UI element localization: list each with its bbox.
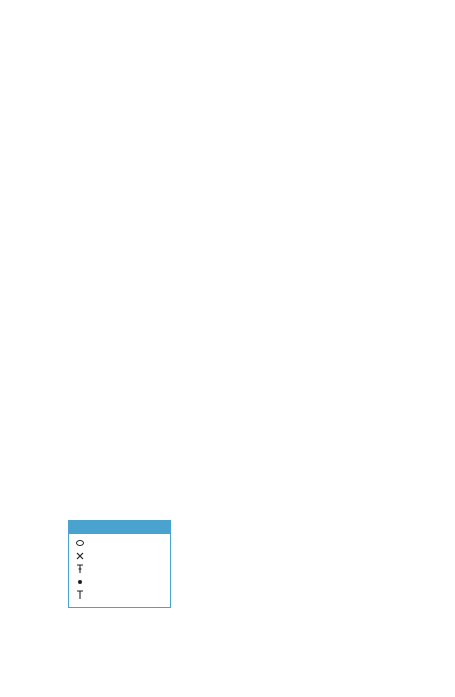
dot-icon (75, 577, 85, 587)
double-crochet-icon (75, 564, 85, 574)
cross-stitch-icon (75, 551, 85, 561)
legend-item (75, 589, 91, 601)
legend-item (75, 576, 91, 588)
legend-panel (68, 520, 171, 608)
half-double-icon (75, 590, 85, 600)
legend-item (75, 550, 91, 562)
legend-item (75, 563, 91, 575)
legend-item (75, 537, 91, 549)
legend-title (69, 521, 170, 534)
chain-oval-icon (75, 538, 85, 548)
